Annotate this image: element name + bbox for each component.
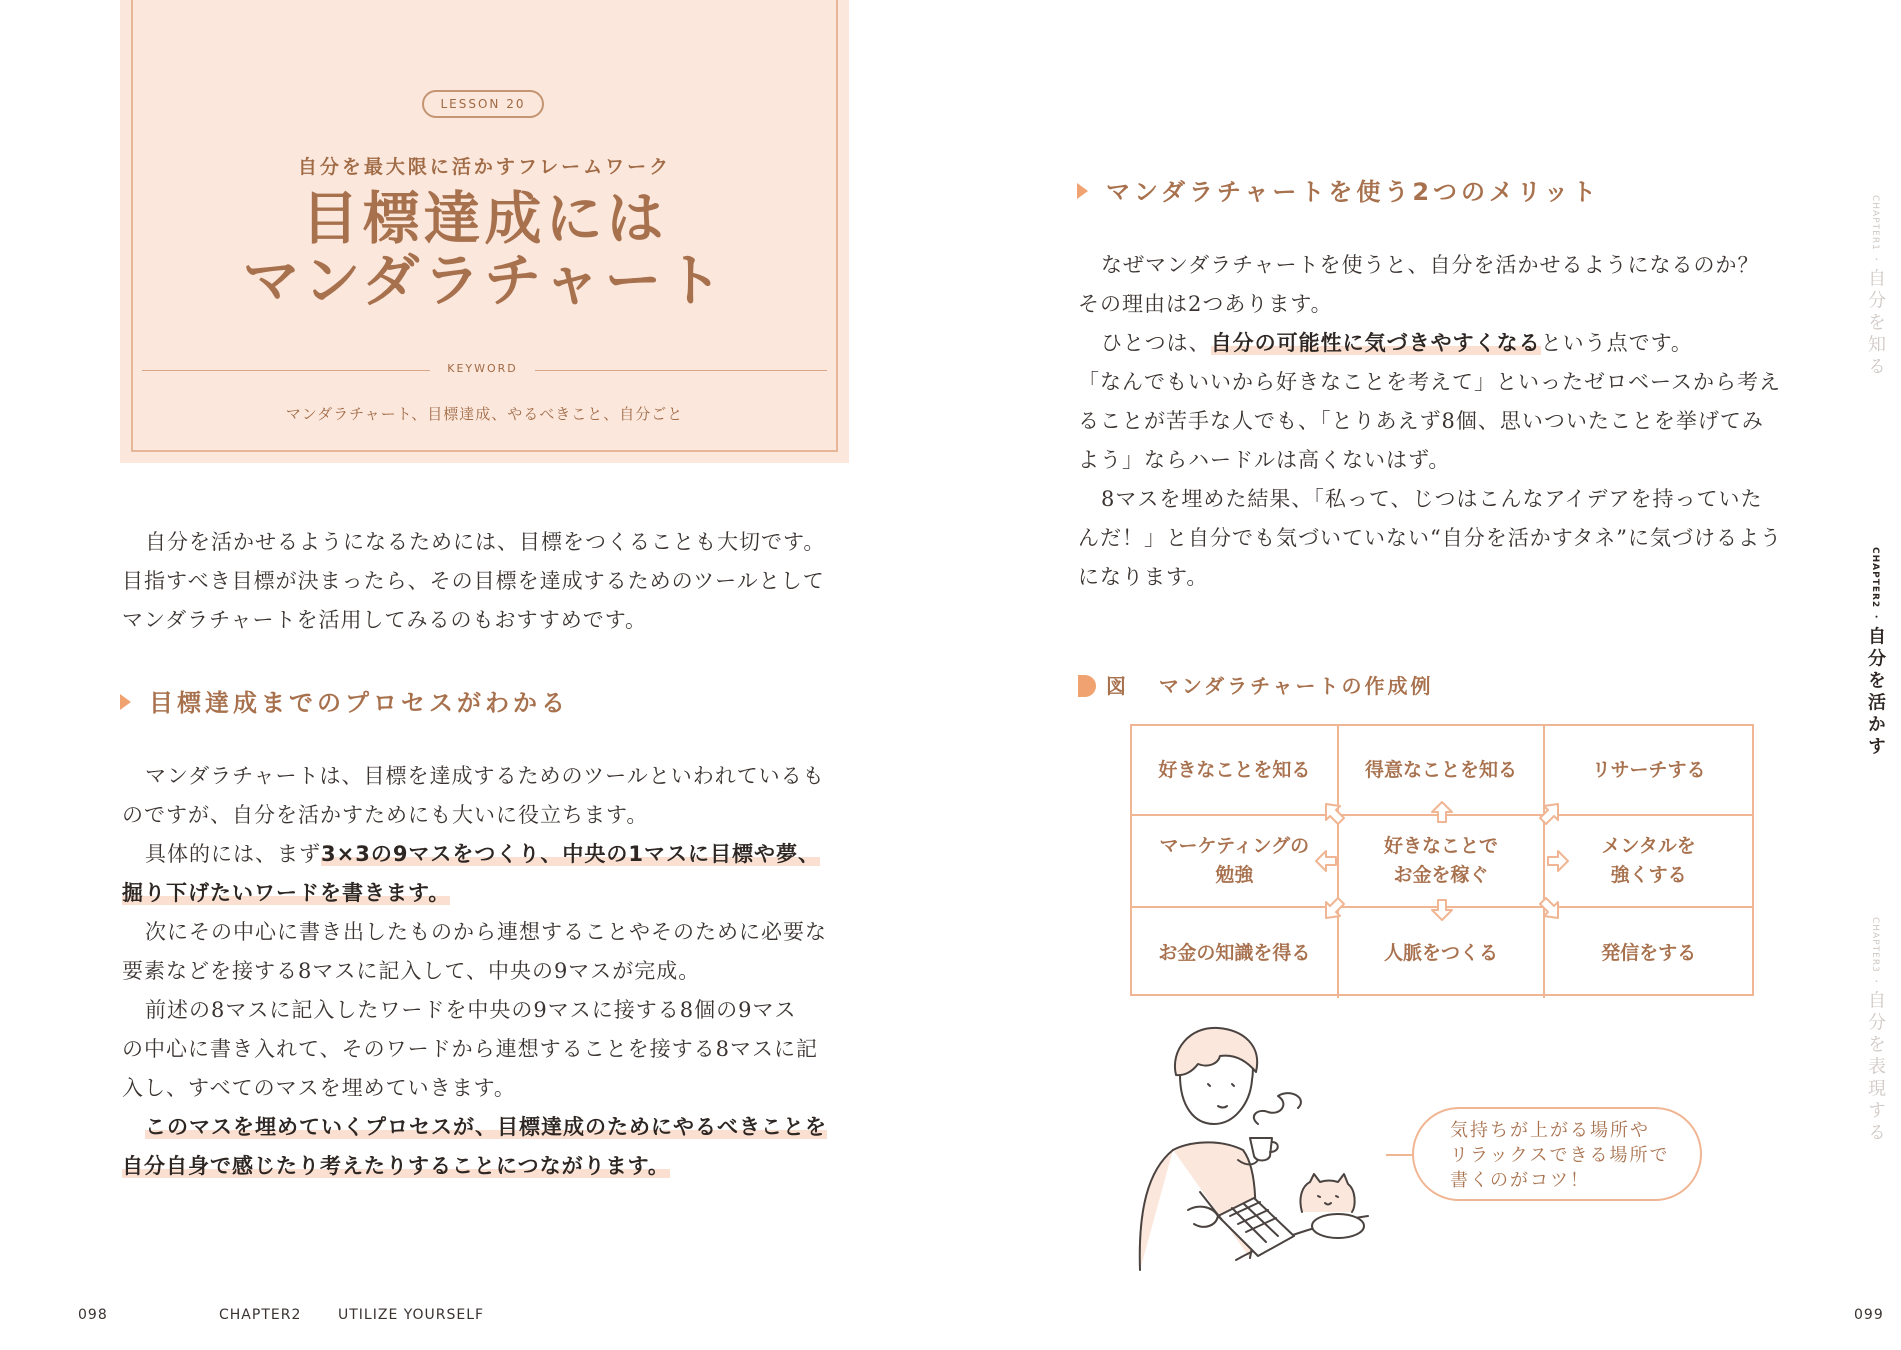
body-line	[122, 1147, 827, 1186]
body-line: よう」ならハードルは高くないはず。	[1078, 448, 1451, 472]
footer-chapter-title: UTILIZE YOURSELF	[338, 1307, 485, 1323]
plate	[1312, 1214, 1364, 1238]
body-line	[122, 1108, 827, 1147]
highlighted-text: 自分の可能性に気づきやすくなる	[1210, 331, 1541, 355]
section-heading-text: マンダラチャートを使う2つのメリット	[1106, 178, 1601, 206]
side-tab-chapter-label: CHAPTER2	[1870, 547, 1880, 609]
mandala-cell: 発信をする	[1601, 941, 1697, 964]
keyword-label: KEYWORD	[430, 362, 535, 375]
side-tab-title: 自分を表現する	[1865, 990, 1886, 1145]
mandala-cell: マーケティングの 勉強	[1132, 816, 1339, 908]
section-heading-merits	[1077, 172, 1600, 207]
lesson-title-line2: マンダラチャート	[242, 248, 727, 314]
intro-paragraph	[122, 523, 825, 640]
lesson-title-line1: 目標達成には	[301, 186, 668, 252]
side-tab-chapter-label: CHAPTER3	[1870, 917, 1880, 973]
person-writing-illustration	[1118, 1020, 1418, 1290]
body-line: 要素などを接する8マスに記入して、中央の9マスが完成。	[122, 959, 701, 983]
triangle-bullet-icon	[120, 694, 131, 710]
speech-line-text: 気持ちが上がる場所や	[1450, 1120, 1650, 1141]
body-line	[122, 835, 827, 874]
body-outline	[1140, 1150, 1173, 1270]
intro-line: マンダラチャートを活用してみるのもおすすめです。	[122, 608, 648, 632]
lesson-label: LESSON 20	[422, 90, 544, 118]
side-tab-title: 自分を活かす	[1865, 626, 1886, 759]
mandala-cell: メンタルを 強くする	[1545, 816, 1752, 908]
body-line	[1078, 324, 1782, 363]
cup	[1250, 1138, 1272, 1161]
body-line: なぜマンダラチャートを使うと、自分を活かせるようになるのか？	[1101, 253, 1760, 277]
body-line: 次にその中心に書き出したものから連想することやそのために必要な	[145, 920, 827, 944]
keyword-list: マンダラチャート、目標達成、やるべきこと、自分ごと	[285, 405, 684, 423]
speech-connector	[1386, 1154, 1412, 1156]
intro-line: 自分を活かせるようになるためには、目標をつくることも大切です。	[145, 530, 826, 554]
body-line: マンダラチャートは、目標を達成するためのツールといわれているも	[145, 764, 825, 788]
figure-title	[1078, 670, 1434, 699]
mandala-cell: 好きなことを知る	[1132, 726, 1339, 816]
body-line: の中心に書き入れて、そのワードから連想することを接する8マスに記	[122, 1037, 818, 1061]
body-line: 入し、すべてのマスを埋めていきます。	[122, 1076, 516, 1100]
lesson-subtitle: 自分を最大限に活かすフレームワーク	[297, 156, 672, 178]
speech-bubble	[1412, 1107, 1702, 1201]
footer-chapter: CHAPTER2	[219, 1307, 302, 1323]
lesson-title-box	[120, 0, 849, 463]
figure-label: 図	[1106, 674, 1129, 698]
body-line: 8マスを埋めた結果、「私って、じつはこんなアイデアを持っていた	[1101, 487, 1763, 511]
highlighted-text: このマスを埋めていくプロセスが、目標達成のためにやるべきことを	[145, 1115, 827, 1139]
steam	[1254, 1093, 1301, 1124]
side-tab-chapter-label: CHAPTER1	[1870, 195, 1880, 251]
body-line: ることが苦手な人でも、「とりあえず8個、思いついたことを挙げてみ	[1078, 409, 1764, 433]
mandala-chart-grid	[1130, 724, 1754, 996]
side-tab-chapter1[interactable]: CHAPTER1 ・ 自分を知る	[1865, 195, 1886, 379]
body-line: になります。	[1078, 565, 1209, 589]
mandala-cell: 人脈をつくる	[1339, 908, 1546, 998]
highlighted-text: 3×3の9マスをつくり、中央の1マスに目標や夢、	[321, 842, 821, 866]
process-body	[122, 757, 827, 1186]
highlighted-text: 自分自身で感じたり考えたりすることにつながります。	[122, 1154, 670, 1178]
side-tab-chapter2[interactable]: CHAPTER2 ・ 自分を活かす	[1865, 547, 1886, 759]
merits-body	[1078, 246, 1782, 597]
intro-line: 目指すべき目標が決まったら、その目標を達成するためのツールとして	[122, 569, 825, 593]
page-number-right: 099	[1854, 1307, 1884, 1323]
body-line: その理由は2つあります。	[1078, 292, 1333, 316]
cat	[1300, 1174, 1354, 1212]
body-line: のですが、自分を活かすためにも大いに役立ちます。	[122, 803, 649, 827]
side-tab-chapter3[interactable]: CHAPTER3 ・ 自分を表現する	[1865, 917, 1886, 1145]
mandala-cell: リサーチする	[1545, 726, 1752, 816]
body-line	[122, 874, 827, 913]
highlighted-text: 掘り下げたいワードを書きます。	[122, 881, 451, 905]
figure-marker-icon	[1078, 675, 1096, 697]
body-text-plain: 具体的には、まず	[145, 842, 321, 866]
body-line: 「なんでもいいから好きなことを考えて」といったゼロベースから考え	[1078, 370, 1781, 394]
body-text-plain: ひとつは、	[1101, 331, 1211, 355]
body-text-plain: という点です。	[1540, 331, 1693, 355]
mandala-cell-center: 好きなことで お金を稼ぐ	[1339, 816, 1546, 908]
side-tab-title: 自分を知る	[1865, 268, 1886, 379]
figure-title-text: マンダラチャートの作成例	[1158, 674, 1434, 698]
section-heading-process	[120, 683, 569, 718]
speech-line-text: 書くのがコツ！	[1450, 1170, 1590, 1191]
body-line: んだ！」と自分でも気づいていない“自分を活かすタネ”に気づけるよう	[1078, 526, 1782, 550]
triangle-bullet-icon	[1077, 183, 1088, 199]
body-line: 前述の8マスに記入したワードを中央の9マスに接する8個の9マス	[145, 998, 797, 1022]
speech-line-text: リラックスできる場所で	[1450, 1145, 1670, 1166]
lesson-title	[120, 188, 849, 312]
mandala-cell: 得意なことを知る	[1339, 726, 1546, 816]
page-number-left: 098	[78, 1307, 108, 1323]
section-heading-text: 目標達成までのプロセスがわかる	[149, 689, 569, 717]
mandala-cell: お金の知識を得る	[1132, 908, 1339, 998]
